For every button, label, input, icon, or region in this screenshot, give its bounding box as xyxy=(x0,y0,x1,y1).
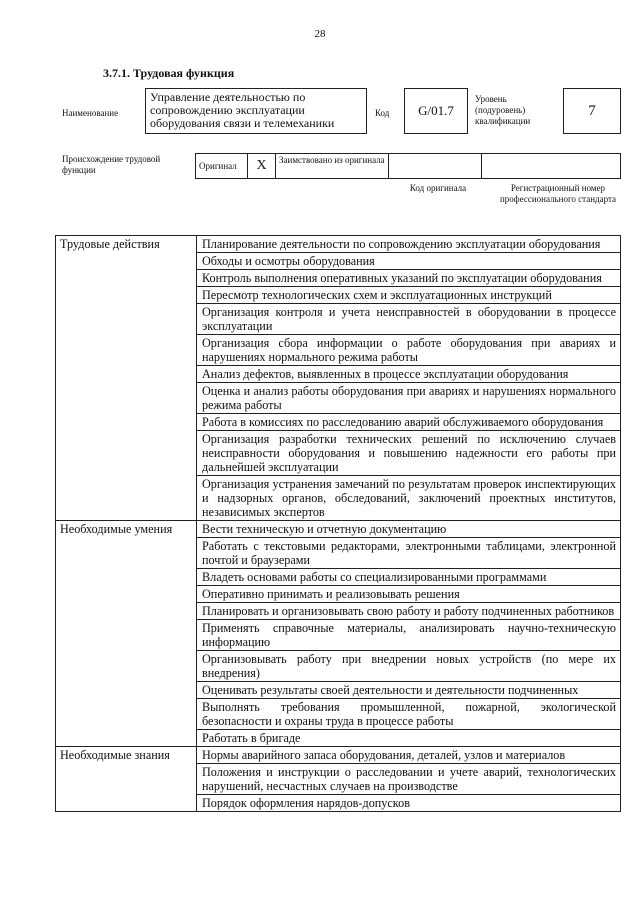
code-value-box: G/01.7 xyxy=(404,88,468,134)
section-item: Порядок оформления нарядов-допусков xyxy=(197,795,621,812)
origin-row xyxy=(195,153,621,179)
page-number: 28 xyxy=(314,28,326,40)
section-item: Организация разработки технических решений по исключению случаев неисправности оборудования и повышению надежности его работы при дальнейшей эксплуатации xyxy=(197,431,621,476)
function-table xyxy=(55,235,621,812)
code-original-cell xyxy=(389,154,482,178)
section-item: Пересмотр технологических схем и эксплуатационных инструкций xyxy=(197,287,621,304)
section-item: Работа в комиссиях по расследованию аварий обслуживаемого оборудования xyxy=(197,414,621,431)
section-item: Оценивать результаты своей деятельности и деятельности подчиненных xyxy=(197,682,621,699)
section-heading: Трудовые действия xyxy=(56,236,197,521)
code-label: Код xyxy=(375,108,390,118)
name-label: Наименование xyxy=(62,108,119,118)
section-item: Организация контроля и учета неисправностей в оборудовании в процессе эксплуатации xyxy=(197,304,621,335)
section-item: Организация сбора информации о работе оборудования при авариях и нарушениях нормального режима работы xyxy=(197,335,621,366)
section-heading: Необходимые умения xyxy=(56,521,197,747)
table-row xyxy=(56,521,621,538)
section-item: Оперативно принимать и реализовывать решения xyxy=(197,586,621,603)
level-value-box: 7 xyxy=(563,88,621,134)
section-item: Работать в бригаде xyxy=(197,730,621,747)
original-mark: X xyxy=(248,154,276,178)
section-item: Оценка и анализ работы оборудования при авариях и нарушениях нормального режима работы xyxy=(197,383,621,414)
section-item: Контроль выполнения оперативных указаний по эксплуатации оборудования xyxy=(197,270,621,287)
section-heading: Необходимые знания xyxy=(56,747,197,812)
section-item: Работать с текстовыми редакторами, электронными таблицами, электронной почтой и браузерами xyxy=(197,538,621,569)
origin-label: Происхождение трудовой функции xyxy=(62,154,161,175)
section-item: Положения и инструкции о расследовании и учете аварий, технологических нарушений, несчастных случаев на производстве xyxy=(197,764,621,795)
borrowed-label: Заимствовано из оригинала xyxy=(276,154,389,178)
section-item: Вести техническую и отчетную документацию xyxy=(197,521,621,538)
reg-number-label: Регистрационный номер профессионального стандарта xyxy=(499,183,617,204)
section-item: Планировать и организовывать свою работу и работу подчиненных работников xyxy=(197,603,621,620)
reg-number-cell xyxy=(482,154,620,178)
table-row xyxy=(56,236,621,253)
function-name-box: Управление деятельностью по сопровождению эксплуатации оборудования связи и телемеханики xyxy=(145,88,367,134)
section-title: 3.7.1. Трудовая функция xyxy=(103,66,235,80)
section-item: Обходы и осмотры оборудования xyxy=(197,253,621,270)
level-label: Уровень (подуровень) квалификации xyxy=(475,94,531,126)
section-item: Выполнять требования промышленной, пожарной, экологической безопасности и охраны труда в процессе работы xyxy=(197,699,621,730)
section-item: Организовывать работу при внедрении новых устройств (по мере их внедрения) xyxy=(197,651,621,682)
section-item: Нормы аварийного запаса оборудования, деталей, узлов и материалов xyxy=(197,747,621,764)
section-item: Анализ дефектов, выявленных в процессе эксплуатации оборудования xyxy=(197,366,621,383)
original-label: Оригинал xyxy=(196,154,248,178)
section-item: Владеть основами работы со специализированными программами xyxy=(197,569,621,586)
section-item: Применять справочные материалы, анализировать научно-техническую информацию xyxy=(197,620,621,651)
code-original-label: Код оригинала xyxy=(409,183,467,193)
section-item: Организация устранения замечаний по результатам проверок инспектирующих и надзорных органов, обследований, заключений проектных институтов, независимых экспертов xyxy=(197,476,621,521)
table-row xyxy=(56,747,621,764)
section-item: Планирование деятельности по сопровождению эксплуатации оборудования xyxy=(197,236,621,253)
